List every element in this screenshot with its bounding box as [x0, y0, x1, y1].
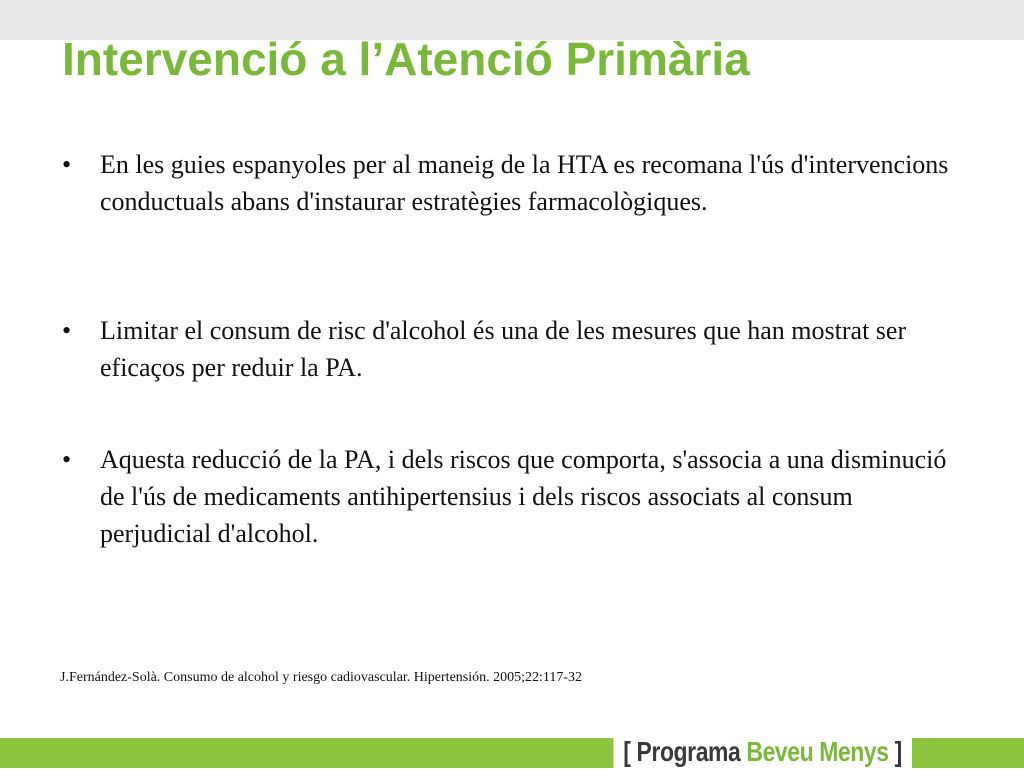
bullet-item — [62, 441, 962, 552]
bullet-dot-icon: • — [62, 316, 72, 345]
program-logo — [614, 734, 912, 768]
logo-bracket-open: [ — [623, 736, 631, 767]
bullet-item — [62, 146, 962, 220]
logo-program-label: Programa — [636, 736, 741, 767]
logo-bracket-close: ] — [894, 736, 903, 767]
bullet-dot-icon: • — [62, 445, 72, 474]
logo-program-name: Beveu Menys — [746, 736, 889, 767]
bullet-text: Limitar el consum de risc d'alcohol és una de les mesures que han mostrat ser eficaços per reduir la PA. — [100, 316, 907, 382]
slide-title: Intervenció a l’Atenció Primària — [62, 33, 750, 85]
bullet-text: Aquesta reducció de la PA, i dels riscos que comporta, s'associa a una disminució de l'ús de medicaments antihipertensius i dels riscos associats al consum perjudicial d'alcohol. — [100, 445, 947, 548]
bullet-dot-icon: • — [62, 150, 72, 179]
bullet-text: En les guies espanyoles per al maneig de la HTA es recomana l'ús d'intervencions conductuals abans d'instaurar estratègies farmacològiques. — [100, 150, 949, 216]
citation: J.Fernández-Solà. Consumo de alcohol y riesgo cadiovascular. Hipertensión. 2005;22:117-32 — [60, 670, 583, 685]
bullet-item — [62, 312, 962, 386]
